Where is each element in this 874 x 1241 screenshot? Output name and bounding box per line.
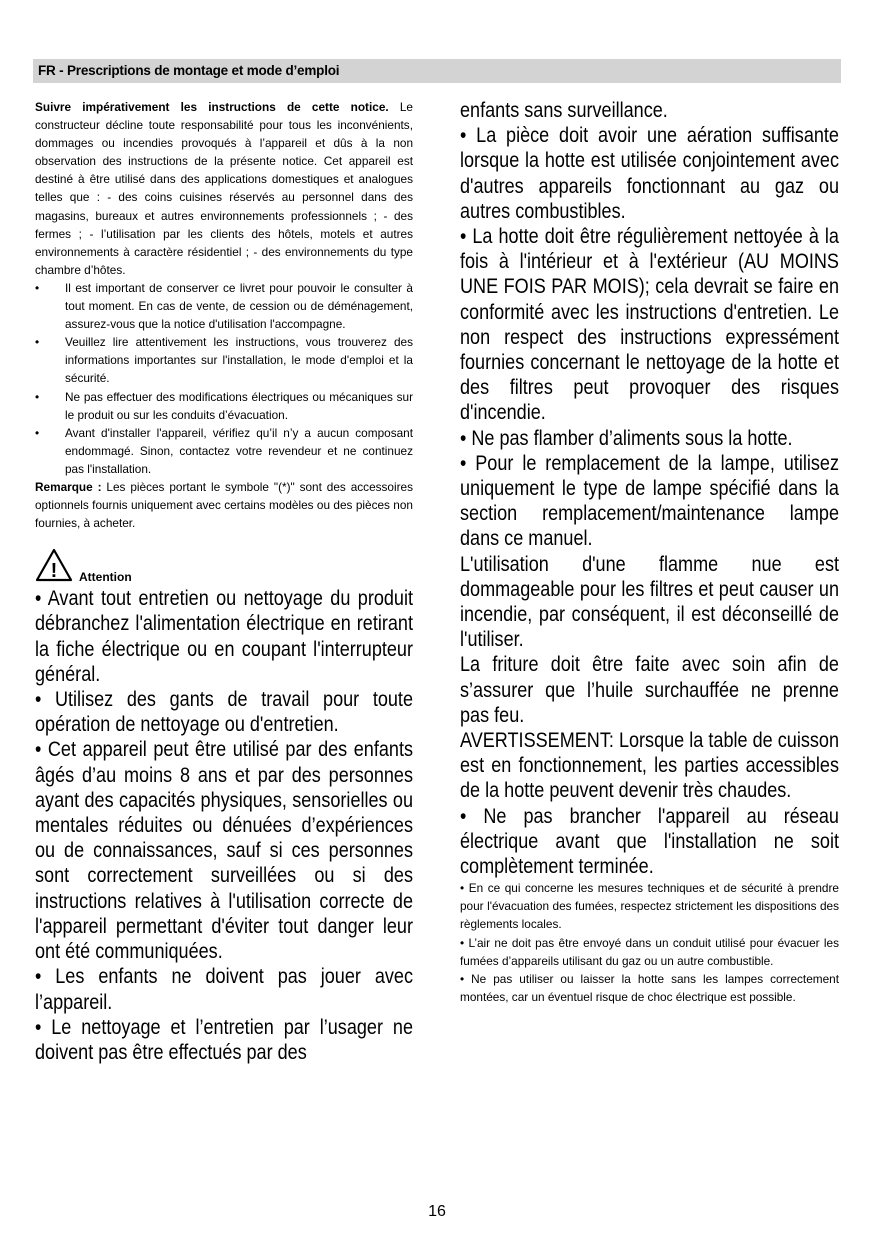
warning-paragraph: • La pièce doit avoir une aération suffisante lorsque la hotte est utilisée conjointement avec d'autres appareils fonctionnant au gaz ou autres combustibles. bbox=[460, 124, 839, 223]
list-item bbox=[35, 333, 413, 387]
bullet-mark: • bbox=[35, 280, 40, 295]
safety-note: • L’air ne doit pas être envoyé dans un conduit utilisé pour évacuer les fumées d’appareils utilisant du gaz ou un autre combustible. bbox=[460, 935, 839, 968]
section-header bbox=[33, 59, 841, 83]
warning-paragraph: • Les enfants ne doivent pas jouer avec l’appareil. bbox=[35, 965, 413, 1014]
attention-block bbox=[35, 548, 413, 586]
bullet-text: Il est important de conserver ce livret pour pouvoir le consulter à tout moment. En cas de vente, de cession ou de déménagement, assurez-vous que la notice d'utilisation l'accompagne. bbox=[65, 280, 413, 332]
warning-paragraph: • La hotte doit être régulièrement nettoyée à la fois à l'intérieur et à l'extérieur (AU MOINS UNE FOIS PAR MOIS); cela devrait se faire en conformité avec les instructions d'entretien. Le non respect des instructions expressément fournies concernant le nettoyage de la hotte et des filtres peut provoquer des risques d'incendie. bbox=[460, 225, 839, 425]
list-item bbox=[35, 424, 413, 478]
intro-text: Le constructeur décline toute responsabilité pour tous les inconvénients, dommages ou incendies provoqués à l’appareil et dûs à la non observation des instructions de la présente notice. Cet appareil est destiné à être utilisé dans des applications domestiques et analogues telles que : - des coins cuisines réservés au personnel dans des magasins, bureaux et autres environnements professionnels ; - des fermes ; - l’utilisation par les clients des hôtels, motels et autres environnements à caractère résidentiel ; - des environnements du type chambre d’hôtes. bbox=[35, 100, 413, 277]
bullet-text: Veuillez lire attentivement les instructions, vous trouverez des informations importantes sur l'installation, le mode d'emploi et la sécurité. bbox=[65, 335, 413, 386]
bullet-mark: • bbox=[35, 335, 40, 350]
warning-paragraph: La friture doit être faite avec soin afin de s’assurer que l’huile surchauffée ne prenne pas feu. bbox=[460, 653, 839, 727]
warning-paragraph: • Utilisez des gants de travail pour toute opération de nettoyage ou d'entretien. bbox=[35, 688, 413, 737]
warning-paragraph: • Le nettoyage et l’entretien par l’usager ne doivent pas être effectués par des bbox=[35, 1015, 413, 1064]
right-column bbox=[460, 98, 839, 1006]
warning-triangle-icon bbox=[35, 548, 73, 582]
bullet-mark: • bbox=[35, 425, 40, 440]
bullet-text: Avant d'installer l'appareil, vérifiez qu’il n’y a aucun composant endommagé. Sinon, contactez votre revendeur et ne continuez pas l'installation. bbox=[65, 425, 413, 476]
warning-paragraph: • Ne pas flamber d’aliments sous la hotte. bbox=[460, 426, 793, 450]
warning-paragraph: • Ne pas brancher l'appareil au réseau électrique avant que l'installation ne soit complètement terminée. bbox=[460, 804, 839, 879]
warning-paragraph: • Pour le remplacement de la lampe, utilisez uniquement le type de lampe spécifié dans la section remplacement/maintenance lampe dans ce manuel. bbox=[460, 451, 839, 551]
left-warnings bbox=[35, 586, 413, 1065]
remark-text: Les pièces portant le symbole "(*)" sont des accessoires optionnels fournis uniquement avec certains modèles ou des pièces non fournies, à acheter. bbox=[35, 479, 413, 531]
safety-note: • Ne pas utiliser ou laisser la hotte sans les lampes correctement montées, car un éventuel risque de choc électrique est possible. bbox=[460, 971, 839, 1004]
bullet-text: Ne pas effectuer des modifications électriques ou mécaniques sur le produit ou sur les conduits d’évacuation. bbox=[65, 389, 413, 422]
intro-bold: Suivre impérativement les instructions de cette notice. bbox=[35, 100, 389, 114]
attention-label: Attention bbox=[79, 570, 132, 585]
list-item bbox=[35, 279, 413, 333]
warning-paragraph: L'utilisation d'une flamme nue est dommageable pour les filtres et peut causer un incendie, par conséquent, il est déconseillé de l'utiliser. bbox=[460, 552, 839, 652]
page-number: 16 bbox=[428, 1203, 446, 1220]
warning-paragraph: enfants sans surveillance. bbox=[460, 99, 668, 122]
safety-note: • En ce qui concerne les mesures techniques et de sécurité à prendre pour l'évacuation des fumées, respectez strictement les dispositions des règlements locales. bbox=[460, 881, 839, 932]
warning-paragraph: • Avant tout entretien ou nettoyage du produit débranchez l'alimentation électrique en retirant la fiche électrique ou en coupant l'interrupteur général. bbox=[35, 587, 413, 686]
bullet-list bbox=[35, 279, 413, 478]
intro-paragraph bbox=[35, 98, 413, 279]
remark-paragraph bbox=[35, 478, 413, 532]
remark-bold: Remarque : bbox=[35, 479, 102, 494]
list-item bbox=[35, 388, 413, 424]
section-title: FR - Prescriptions de montage et mode d’emploi bbox=[38, 63, 340, 78]
warning-icon-mark: ! bbox=[50, 560, 58, 583]
warning-paragraph: • Cet appareil peut être utilisé par des enfants âgés d’au moins 8 ans et par des personnes ayant des capacités physiques, sensorielles ou mentales réduites ou dénuées d’expériences ou de connaissances, sauf si ces personnes sont correctement surveillées ou si des instructions relatives à l'utilisation correcte de l'appareil permettant d'éviter tout danger leur ont été communiquées. bbox=[35, 738, 413, 964]
warning-paragraph: AVERTISSEMENT: Lorsque la table de cuisson est en fonctionnement, les parties accessibles de la hotte peuvent devenir très chaudes. bbox=[460, 729, 839, 803]
bullet-mark: • bbox=[35, 389, 40, 404]
right-warnings bbox=[460, 98, 839, 879]
left-column bbox=[35, 98, 413, 1065]
